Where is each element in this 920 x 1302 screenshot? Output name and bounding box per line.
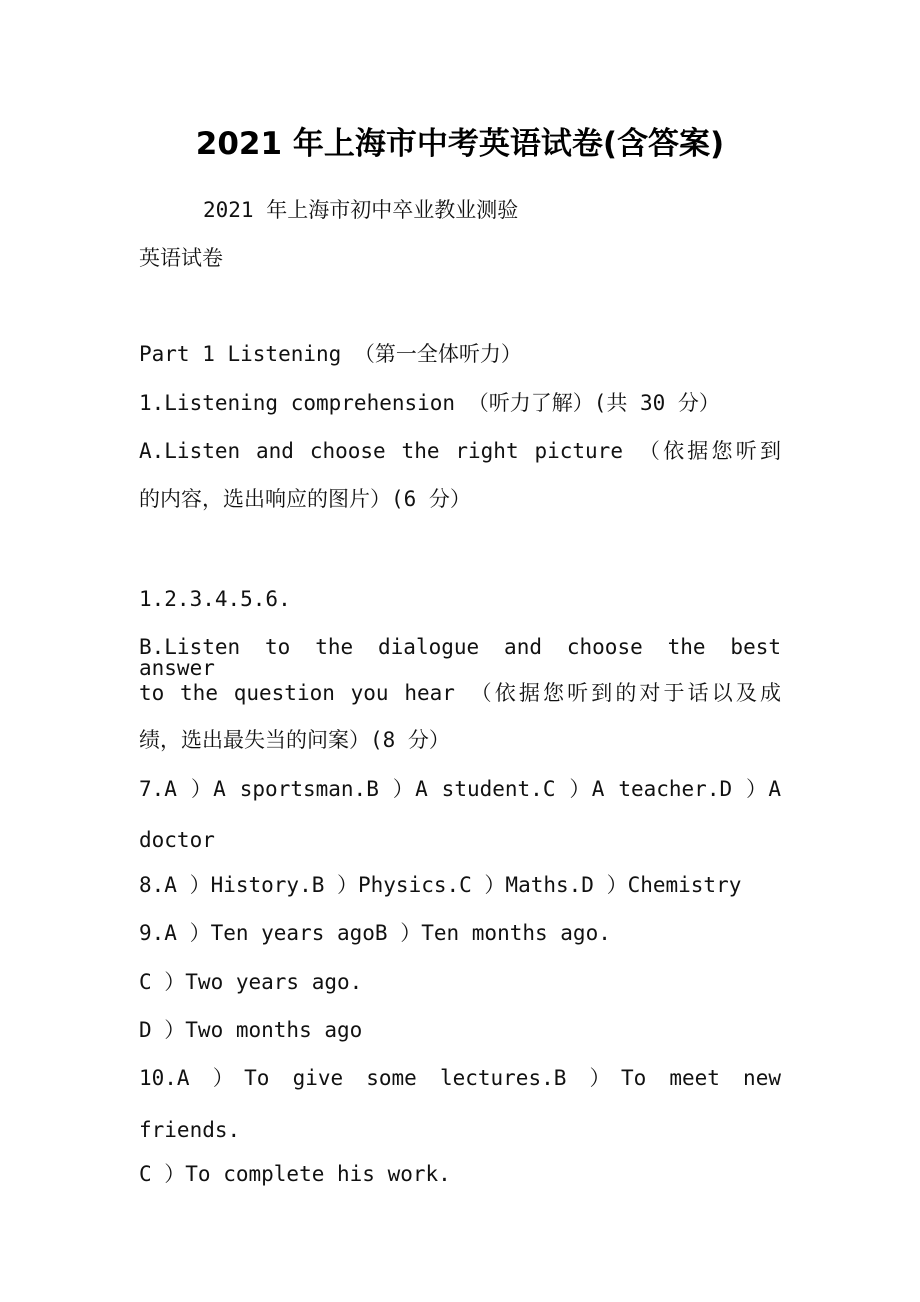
section-a-instruction-line2: 的内容，选出响应的图片）(6 分） bbox=[139, 487, 471, 511]
subject-line: 英语试卷 bbox=[139, 246, 223, 270]
question-7-continuation: doctor bbox=[139, 828, 215, 852]
question-9-options: 9.A ）Ten years agoB ）Ten months ago. bbox=[139, 921, 611, 945]
section-b-instruction-line1: B.Listen to the dialogue and choose the best answer bbox=[139, 635, 781, 680]
question-10-options: 10.A ）To give some lectures.B ）To meet new bbox=[139, 1066, 781, 1090]
exam-name-line: 2021 年上海市初中卒业教业测验 bbox=[203, 198, 519, 222]
section-b-instruction-line3: 绩，选出最失当的问案）(8 分） bbox=[139, 728, 450, 752]
document-title: 2021 年上海市中考英语试卷(含答案) bbox=[195, 126, 725, 162]
section-a-instruction-line1: A.Listen and choose the right picture （依据您听到 bbox=[139, 439, 781, 463]
question-10-continuation: friends. bbox=[139, 1118, 241, 1142]
part1-heading: Part 1 Listening （第一全体听力） bbox=[139, 342, 522, 366]
question-10-option-c: C ）To complete his work. bbox=[139, 1162, 451, 1186]
question-9-option-c: C ）Two years ago. bbox=[139, 970, 363, 994]
question-8-options: 8.A ）History.B ）Physics.C ）Maths.D ）Chemistry bbox=[139, 873, 742, 897]
question-9-option-d: D ）Two months ago bbox=[139, 1018, 363, 1042]
section-b-instruction-line2: to the question you hear （依据您听到的对于话以及成 bbox=[139, 681, 781, 705]
section1-heading: 1.Listening comprehension （听力了解）(共 30 分） bbox=[139, 391, 720, 415]
question-7-options: 7.A ）A sportsman.B ）A student.C ）A teacher.D ）A bbox=[139, 777, 781, 801]
picture-question-numbers: 1.2.3.4.5.6. bbox=[139, 587, 291, 611]
